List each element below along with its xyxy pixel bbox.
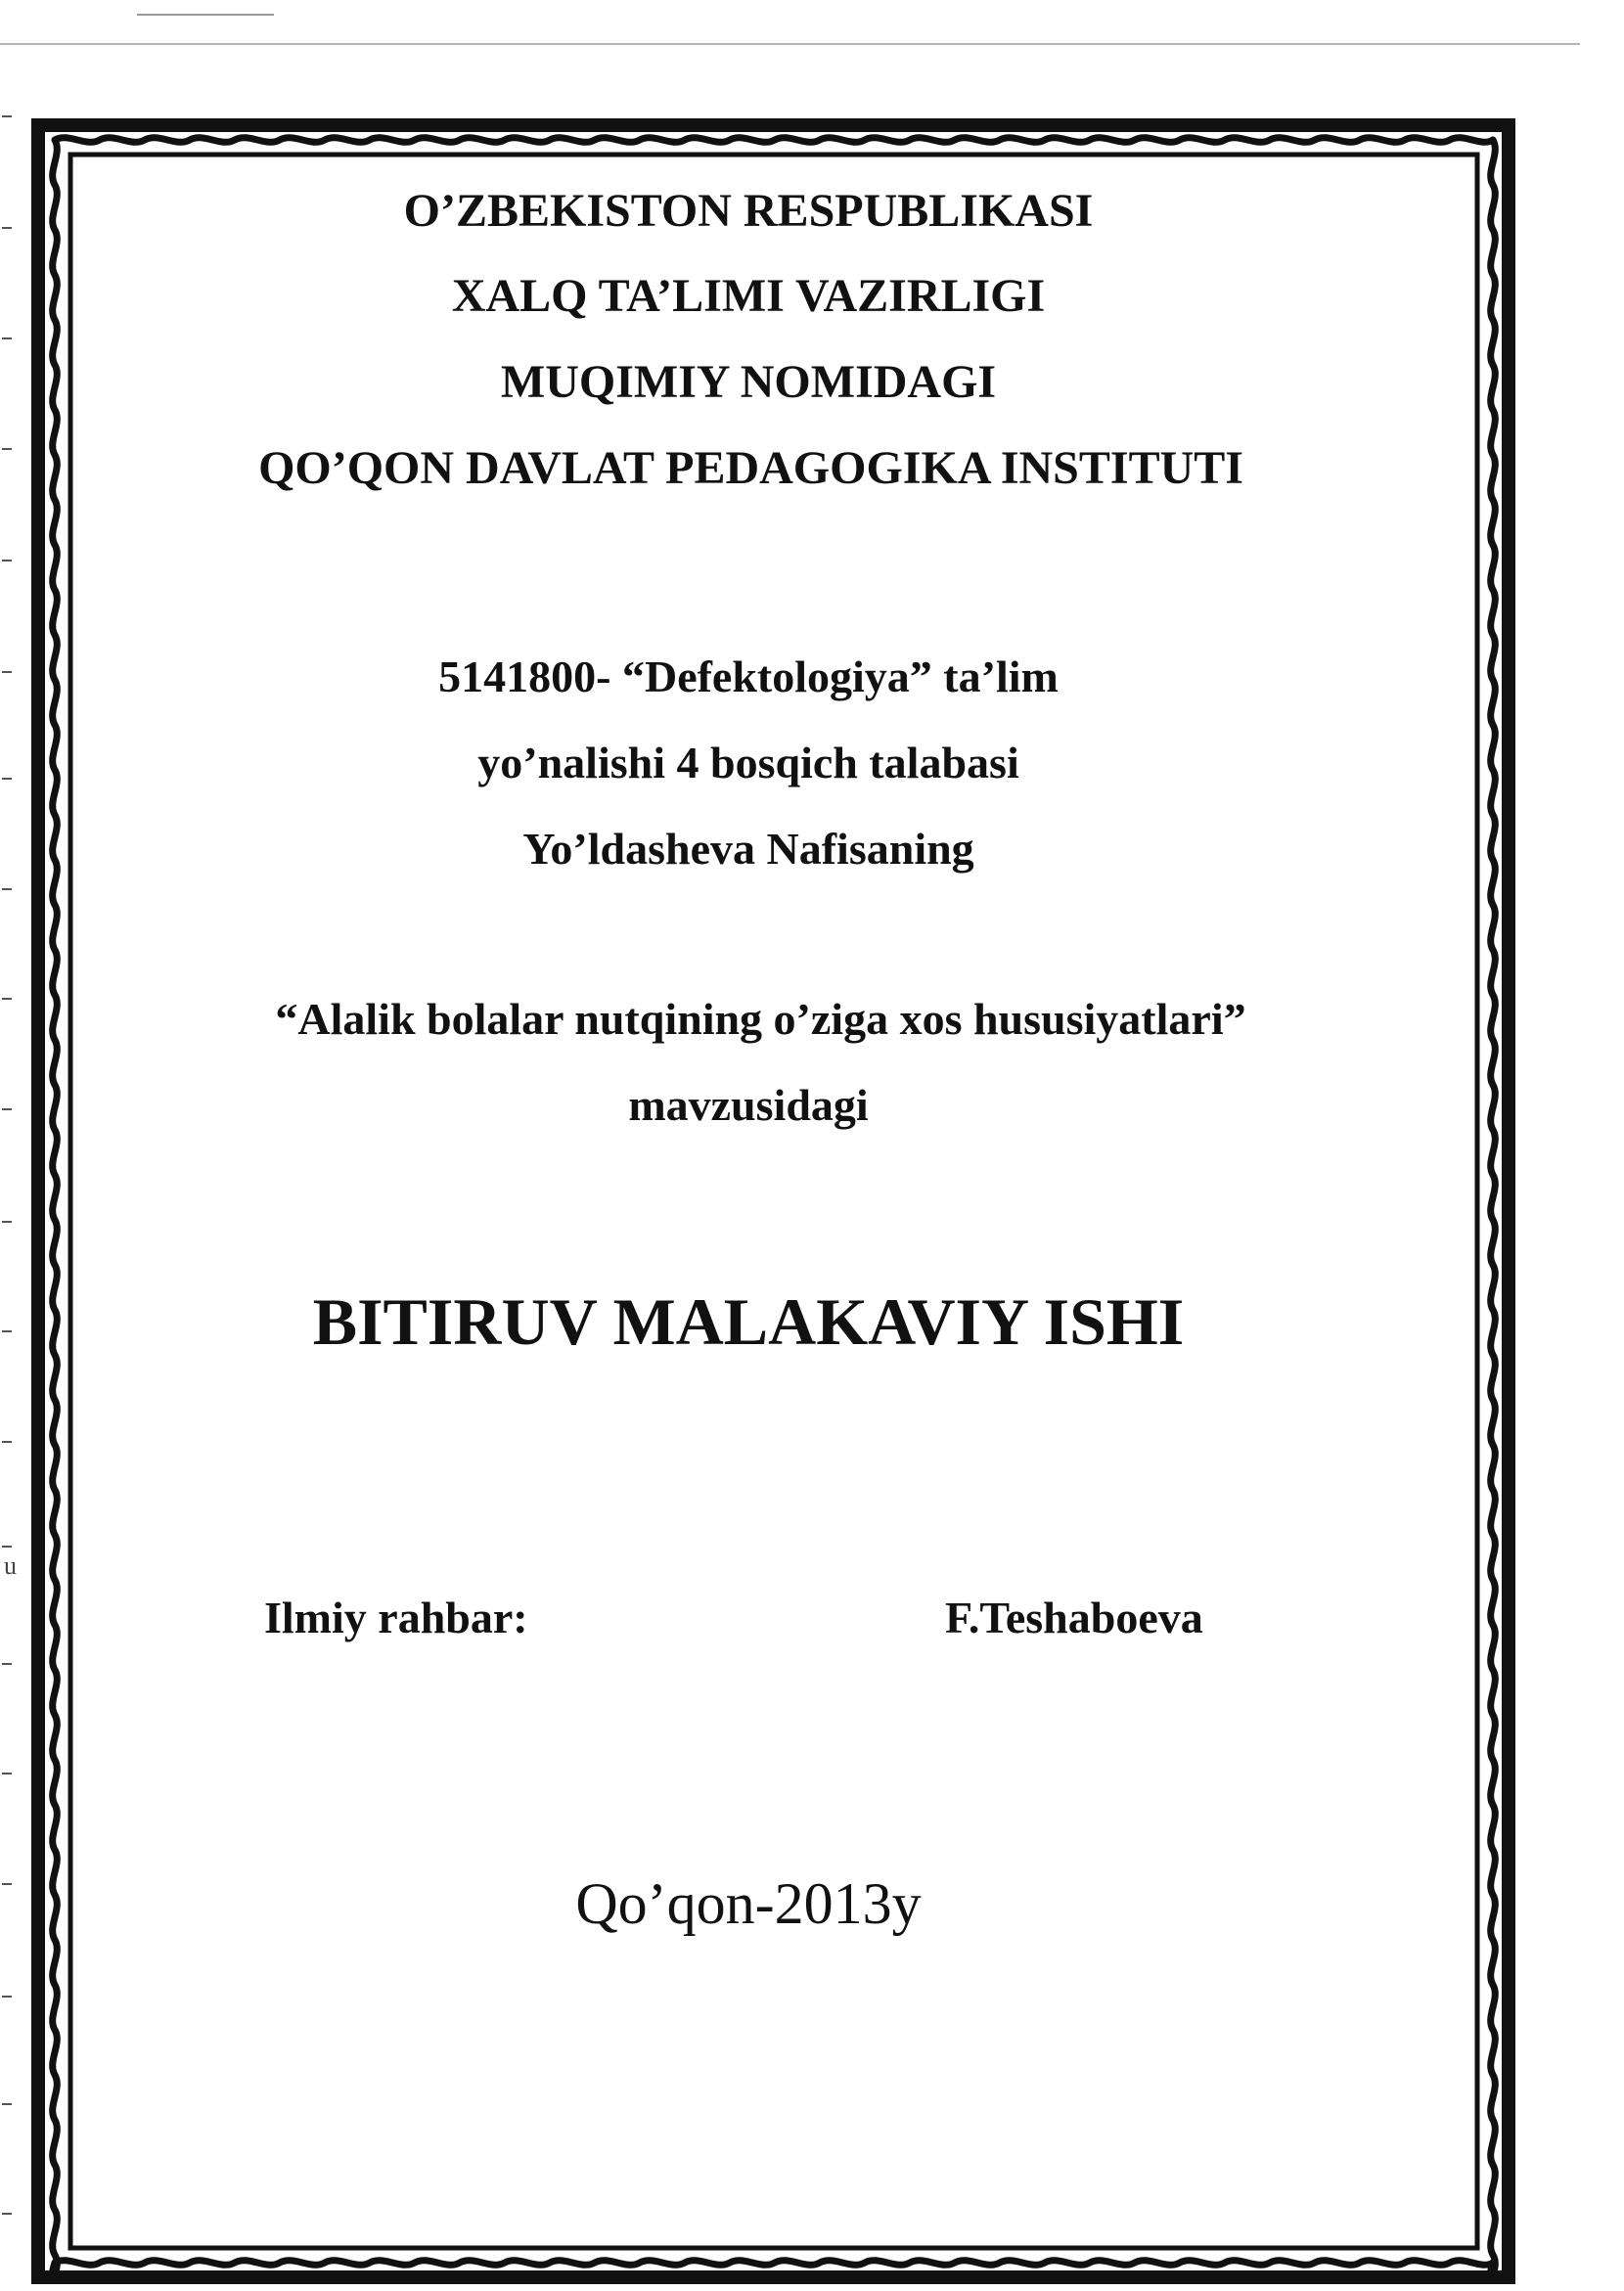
place-year: Qo’qon-2013y <box>575 1871 922 1936</box>
institution-line-2: XALQ TA’LIMI VAZIRLIGI <box>451 270 1046 322</box>
student-course-line: yo’nalishi 4 bosqich talabasi <box>477 738 1019 787</box>
border-wave <box>55 138 1493 143</box>
institution-line-1: O’ZBEKISTON RESPUBLIKASI <box>403 185 1094 237</box>
document-title: BITIRUV MALAKAVIY ISHI <box>312 1284 1185 1359</box>
supervisor-name: F.Teshaboeva <box>945 1593 1203 1642</box>
institution-line-4: QO’QON DAVLAT PEDAGOGIKA INSTITUTI <box>258 442 1243 494</box>
institution-line-3: MUQIMIY NOMIDAGI <box>500 356 997 408</box>
student-name-line: Yo’ldasheva Nafisaning <box>522 824 974 874</box>
supervisor-label: Ilmiy rahbar: <box>264 1593 528 1642</box>
border-wave <box>55 2261 1493 2266</box>
thesis-topic: “Alalik bolalar nutqining o’ziga xos hususiyatlari” <box>275 994 1246 1044</box>
thesis-topic-suffix: mavzusidagi <box>628 1080 869 1130</box>
margin-letter: u <box>4 1551 17 1580</box>
student-program-line: 5141800- “Defektologiya” ta’lim <box>438 651 1059 701</box>
